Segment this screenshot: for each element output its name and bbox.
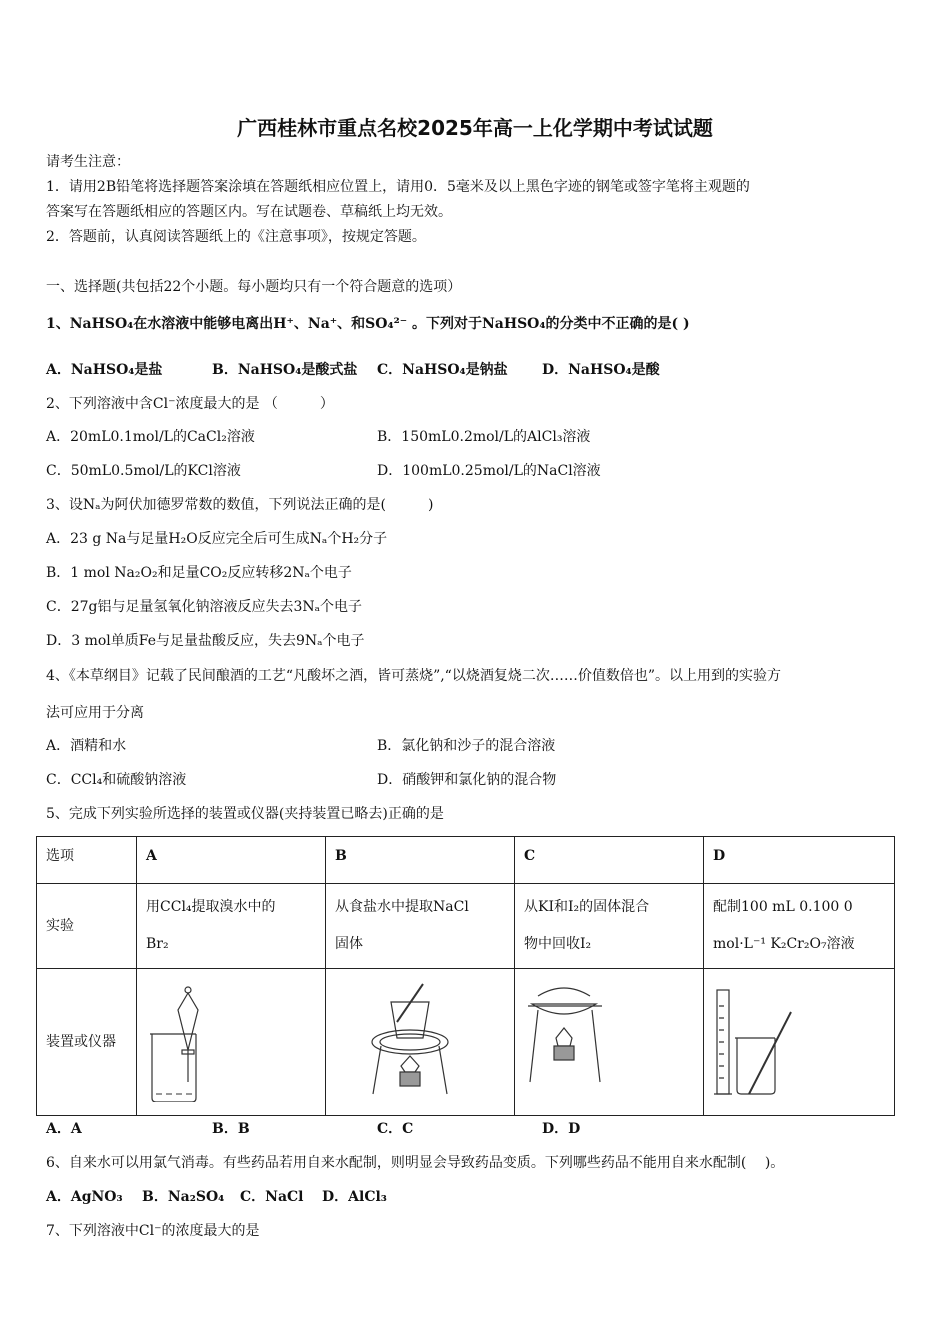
header-d: D [704, 837, 895, 884]
page-title: 广西桂林市重点名校2025年高一上化学期中考试试题 [237, 116, 713, 140]
notice-line: 答案写在答题纸相应的答题区内。写在试题卷、草稿纸上均无效。 [46, 204, 452, 220]
q4-option-b: B．氯化钠和沙子的混合溶液 [377, 738, 556, 754]
apparatus-b [326, 969, 515, 1116]
experiment-d-line: 配制100 mL 0.100 0 [713, 899, 853, 915]
experiment-b-line: 固体 [335, 936, 364, 952]
question-6-stem: 6、自来水可以用氯气消毒。有些药品若用自来水配制，则明显会导致药品变质。下列哪些药品不能用自来水配制( )。 [46, 1155, 785, 1171]
notice-heading: 请考生注意： [46, 154, 130, 170]
experiment-a-line: Br₂ [146, 936, 169, 952]
question-2-stem: 2、下列溶液中含Cl⁻浓度最大的是 （ ） [46, 396, 334, 412]
row-label-apparatus: 装置或仪器 [37, 969, 137, 1116]
row-label-experiment: 实验 [37, 884, 137, 969]
question-1-stem: 1、NaHSO₄在水溶液中能够电离出H⁺、Na⁺、和SO₄²⁻ 。下列对于NaHSO₄的分类中不正确的是( ) [46, 316, 690, 332]
experiment-b [326, 884, 515, 969]
q5-option-b: B．B [212, 1121, 250, 1137]
q1-option-d: D．NaHSO₄是酸 [542, 362, 660, 378]
q2-option-a: A．20mL0.1mol/L的CaCl₂溶液 [46, 429, 255, 445]
q6-option-b: B．Na₂SO₄ [142, 1189, 225, 1205]
q4-option-c: C．CCl₄和硫酸钠溶液 [46, 772, 187, 788]
experiment-c-line: 从KI和I₂的固体混合 [524, 899, 650, 915]
notice-line: 2．答题前，认真阅读答题纸上的《注意事项》，按规定答题。 [46, 229, 426, 245]
separatory-funnel-icon [146, 982, 316, 1102]
q3-option-d: D．3 mol单质Fe与足量盐酸反应，失去9Nₐ个电子 [46, 633, 365, 649]
q3-option-b: B．1 mol Na₂O₂和足量CO₂反应转移2Nₐ个电子 [46, 565, 352, 581]
q6-option-a: A．AgNO₃ [46, 1189, 123, 1205]
experiment-a-line: 用CCl₄提取溴水中的 [146, 899, 276, 915]
experiment-c [515, 884, 704, 969]
q1-option-c: C．NaHSO₄是钠盐 [377, 362, 508, 378]
apparatus-a [137, 969, 326, 1116]
experiment-d-line: mol·L⁻¹ K₂Cr₂O₇溶液 [713, 936, 855, 952]
q2-option-b: B．150mL0.2mol/L的AlCl₃溶液 [377, 429, 591, 445]
q6-option-c: C．NaCl [240, 1189, 304, 1205]
q1-option-a: A．NaHSO₄是盐 [46, 362, 163, 378]
graduated-cylinder-beaker-icon [713, 982, 883, 1102]
sublimation-apparatus-icon [524, 982, 694, 1102]
q5-option-d: D．D [542, 1121, 581, 1137]
experiment-table [36, 836, 895, 1116]
q5-option-c: C．C [377, 1121, 414, 1137]
q3-option-a: A．23 g Na与足量H₂O反应完全后可生成Nₐ个H₂分子 [46, 531, 388, 547]
experiment-a [137, 884, 326, 969]
apparatus-d [704, 969, 895, 1116]
row-label-option: 选项 [37, 837, 137, 884]
question-4-stem: 4、《本草纲目》记载了民间酿酒的工艺“凡酸坏之酒，皆可蒸烧”,“以烧酒复烧二次……价值数倍也”。以上用到的实验方 [46, 668, 781, 684]
q1-option-b: B．NaHSO₄是酸式盐 [212, 362, 358, 378]
question-5-stem: 5、完成下列实验所选择的装置或仪器(夹持装置已略去)正确的是 [46, 806, 444, 822]
q2-option-d: D．100mL0.25mol/L的NaCl溶液 [377, 463, 601, 479]
q2-option-c: C．50mL0.5mol/L的KCl溶液 [46, 463, 241, 479]
header-c: C [515, 837, 704, 884]
question-3-stem: 3、设Nₐ为阿伏加德罗常数的数值，下列说法正确的是( ) [46, 497, 434, 513]
question-7-stem: 7、下列溶液中Cl⁻的浓度最大的是 [46, 1223, 260, 1239]
notice-line: 1．请用2B铅笔将选择题答案涂填在答题纸相应位置上，请用0．5毫米及以上黑色字迹的钢笔或签字笔将主观题的 [46, 179, 750, 195]
q4-option-a: A．酒精和水 [46, 738, 127, 754]
header-a: A [137, 837, 326, 884]
q6-option-d: D．AlCl₃ [322, 1189, 387, 1205]
apparatus-c [515, 969, 704, 1116]
q3-option-c: C．27g铝与足量氢氧化钠溶液反应失去3Nₐ个电子 [46, 599, 363, 615]
experiment-c-line: 物中回收I₂ [524, 936, 592, 952]
q4-option-d: D．硝酸钾和氯化钠的混合物 [377, 772, 557, 788]
experiment-b-line: 从食盐水中提取NaCl [335, 899, 469, 915]
header-b: B [326, 837, 515, 884]
section-heading: 一、选择题(共包括22个小题。每小题均只有一个符合题意的选项） [46, 279, 462, 295]
evaporating-dish-icon [335, 982, 505, 1102]
experiment-d [704, 884, 895, 969]
question-4-stem-cont: 法可应用于分离 [46, 705, 144, 721]
q5-option-a: A．A [46, 1121, 82, 1137]
